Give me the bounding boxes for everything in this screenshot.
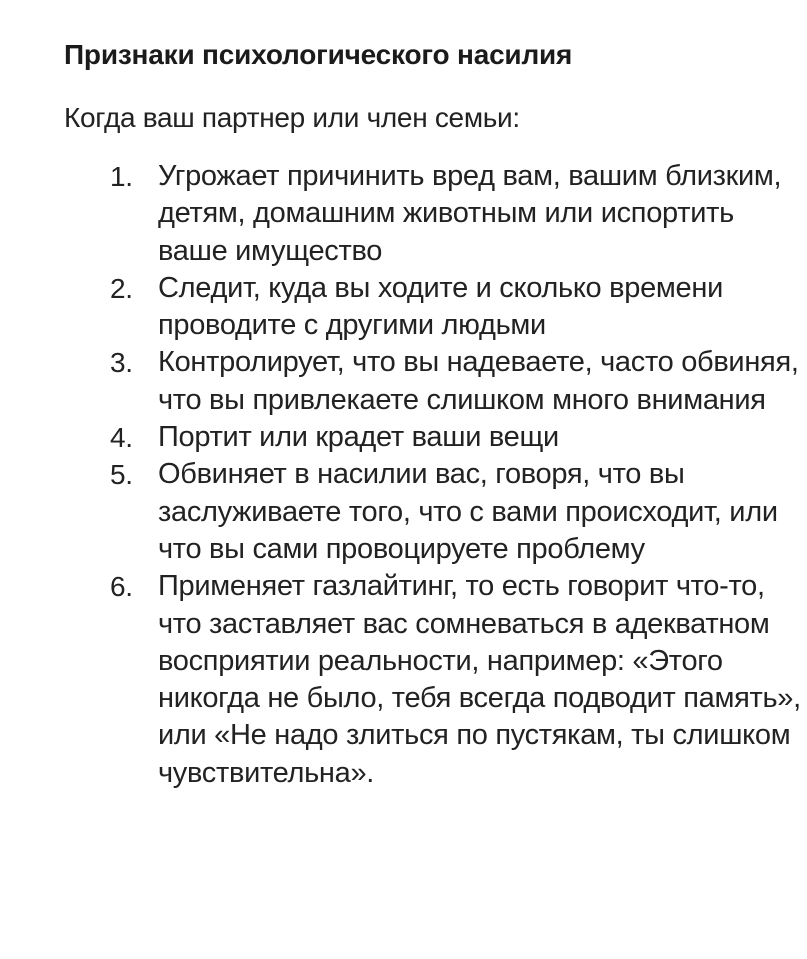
list-number: 5. (110, 459, 133, 491)
list-item-6 (64, 568, 807, 792)
list-item-text: Контролирует, что вы надеваете, часто обвиняя, что вы привлекаете слишком много внимания (158, 346, 799, 416)
list-item-text: Портит или крадет ваши вещи (158, 421, 559, 454)
signs-list (64, 158, 801, 792)
list-item-5 (64, 456, 807, 568)
list-item-3 (64, 344, 807, 419)
list-item-text: Применяет газлайтинг, то есть говорит что-то, что заставляет вас сомневаться в адекватном восприятии реальности, например: «Этого никогда не было, тебя всегда подводит память», или «Не надо злиться по пустякам, ты слишком чувствительна». (158, 570, 801, 789)
list-item-text: Следит, куда вы ходите и сколько времени проводите с другими людьми (158, 271, 723, 342)
intro-text: Когда ваш партнер или член семьи: (64, 102, 520, 133)
list-number: 2. (110, 272, 133, 304)
list-number: 1. (110, 161, 133, 192)
page-title: Признаки психологического насилия (64, 39, 573, 70)
list-item-text: Угрожает причинить вред вам, вашим близким, детям, домашним животным или испортить ваше имущество (158, 160, 782, 267)
list-item-1 (64, 158, 807, 270)
list-number: 6. (110, 571, 133, 603)
list-number: 3. (110, 347, 133, 379)
list-item-4 (64, 419, 807, 456)
list-item-2 (64, 270, 807, 345)
list-item-text: Обвиняет в насилии вас, говоря, что вы заслуживаете того, что с вами происходит, или что вы сами провоцируете проблему (158, 458, 778, 565)
list-number: 4. (110, 422, 133, 454)
